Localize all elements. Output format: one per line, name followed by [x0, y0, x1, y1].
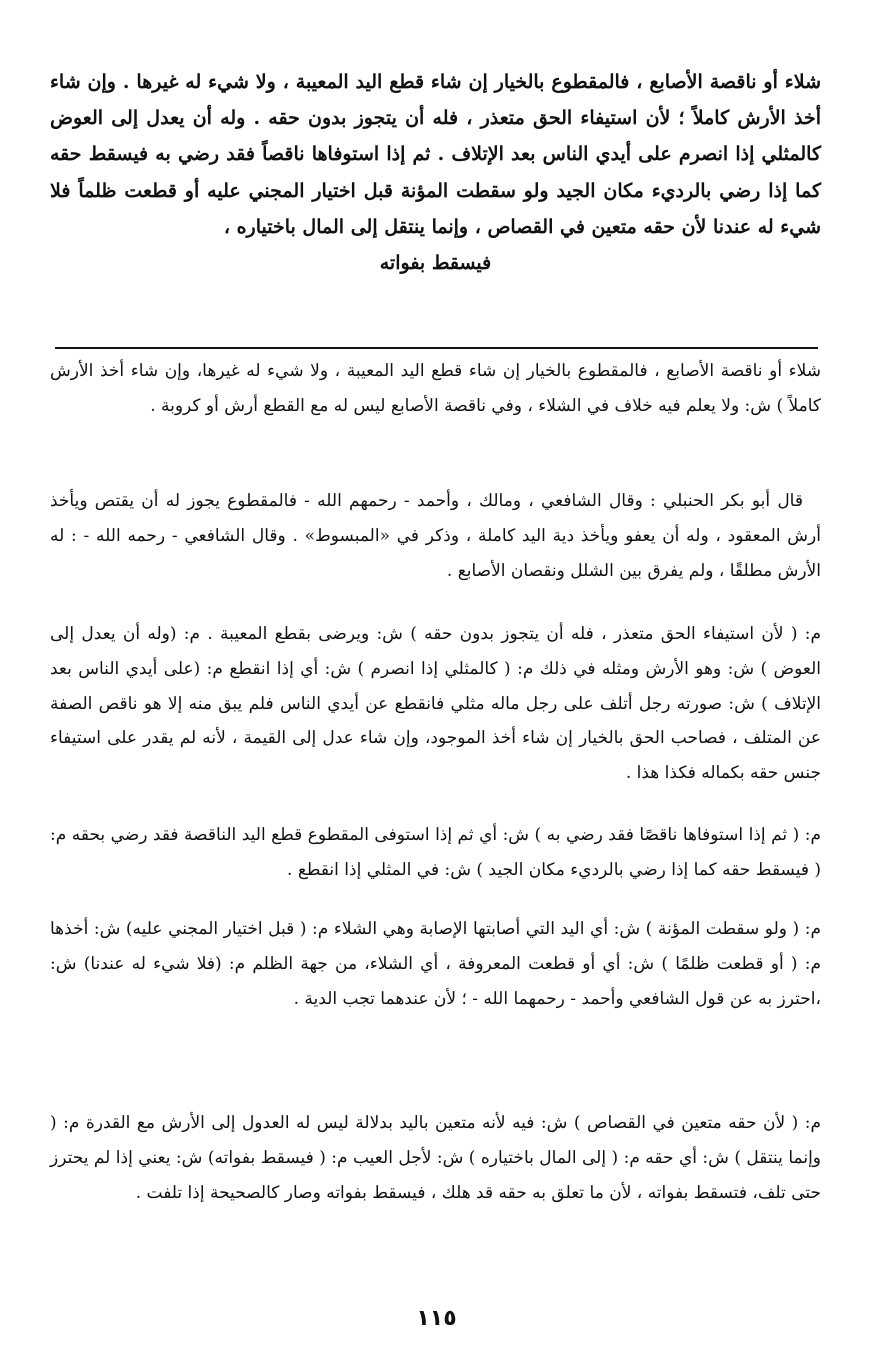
commentary-paragraph-4	[50, 818, 821, 888]
main-text	[50, 64, 821, 281]
commentary-text-6: م: ( لأن حقه متعين في القصاص ) ش: فيه لأنه متعين باليد بدلالة ليس له العدول إلى الأرش مع القدرة م: ( وإنما ينتقل ) ش: أي حقه م: ( إلى المال باختياره ) ش: لأجل العيب م: ( فيسقط بفواته) ش: يعني إذا لم يحترز حتى تلف، فتسقط بفواته ، لأن ما تعلق به حقه قد هلك ، فيسقط بفواته وصار كالصحيحة إذا تلفت .	[50, 1113, 821, 1203]
commentary-text-2: قال أبو بكر الحنبلي : وقال الشافعي ، ومالك ، وأحمد - رحمهم الله - فالمقطوع يجوز له أن يقتص ويأخذ أرش المعقود ، وله أن يعفو ويأخذ دية اليد كاملة ، وذكر في «المبسوط» . وقال الشافعي - رحمه الله - : له الأرش مطلقًا ، ولم يفرق بين الشلل ونقصان الأصابع .	[50, 491, 821, 581]
main-text-body: شلاء أو ناقصة الأصابع ، فالمقطوع بالخيار إن شاء قطع اليد المعيبة ، ولا شيء له غيرها . وإن شاء أخذ الأرش كاملاً ؛ لأن استيفاء الحق متعذر ، فله أن يتجوز بدون حقه . وله أن يعدل إلى العوض كالمثلي إذا انصرم على أيدي الناس بعد الإتلاف . ثم إذا استوفاها ناقصاً فقد رضي به فيسقط حقه كما إذا رضي بالرديء مكان الجيد ولو سقطت المؤنة قبل اختيار المجني عليه أو قطعت ظلماً فلا شيء له عندنا لأن حقه متعين في القصاص ، وإنما ينتقل إلى المال باختياره ،	[50, 71, 821, 238]
commentary-paragraph-1	[50, 354, 821, 424]
commentary-text-4: م: ( ثم إذا استوفاها ناقصًا فقد رضي به ) ش: أي ثم إذا استوفى المقطوع قطع اليد الناقصة فقد رضي بحقه م: ( فيسقط حقه كما إذا رضي بالرديء مكان الجيد ) ش: في المثلي إذا انقطع .	[50, 825, 821, 880]
main-text-last-line: فيسقط بفواته	[379, 252, 492, 275]
commentary-paragraph-6	[50, 1106, 821, 1210]
section-divider	[55, 347, 818, 349]
page-number: ١١٥	[416, 1306, 457, 1331]
commentary-text-3: م: ( لأن استيفاء الحق متعذر ، فله أن يتجوز بدون حقه ) ش: ويرضى بقطع المعيبة . م: (وله أن يعدل إلى العوض ) ش: وهو الأرش ومثله في ذلك م: ( كالمثلي إذا انصرم ) ش: أي إذا انقطع م: (على أيدي الناس بعد الإتلاف ) ش: صورته رجل أتلف على رجل ماله مثلي فانقطع عن أيدي الناس فلم يبق منه إلا هو ناقص الصفة عن المتلف ، فصاحب الحق بالخيار إن شاء أخذ الموجود، وإن شاء عدل إلى القيمة ، لأنه لم يقدر على استيفاء جنس حقه بكماله فكذا هذا .	[50, 624, 821, 784]
commentary-text-5: م: ( ولو سقطت المؤنة ) ش: أي اليد التي أصابتها الإصابة وهي الشلاء م: ( قبل اختيار المجني عليه) ش: أخذها م: ( أو قطعت ظلمًا ) ش: أي أو قطعت المعروفة ، أي الشلاء، من جهة الظلم م: (فلا شيء له عندنا) ش: ،احترز به عن قول الشافعي وأحمد - رحمهما الله - ؛ لأن عندهما تجب الدية .	[50, 919, 821, 1009]
commentary-text-1: شلاء أو ناقصة الأصابع ، فالمقطوع بالخيار إن شاء قطع اليد المعيبة ، ولا شيء له غيرها، وإن شاء أخذ الأرش كاملاً ) ش: ولا يعلم فيه خلاف في الشلاء ، وفي ناقصة الأصابع ليس له مع القطع أرش أو كروبة .	[50, 361, 821, 416]
commentary-paragraph-3	[50, 617, 821, 791]
commentary-paragraph-2	[50, 484, 821, 588]
commentary-paragraph-5	[50, 912, 821, 1016]
